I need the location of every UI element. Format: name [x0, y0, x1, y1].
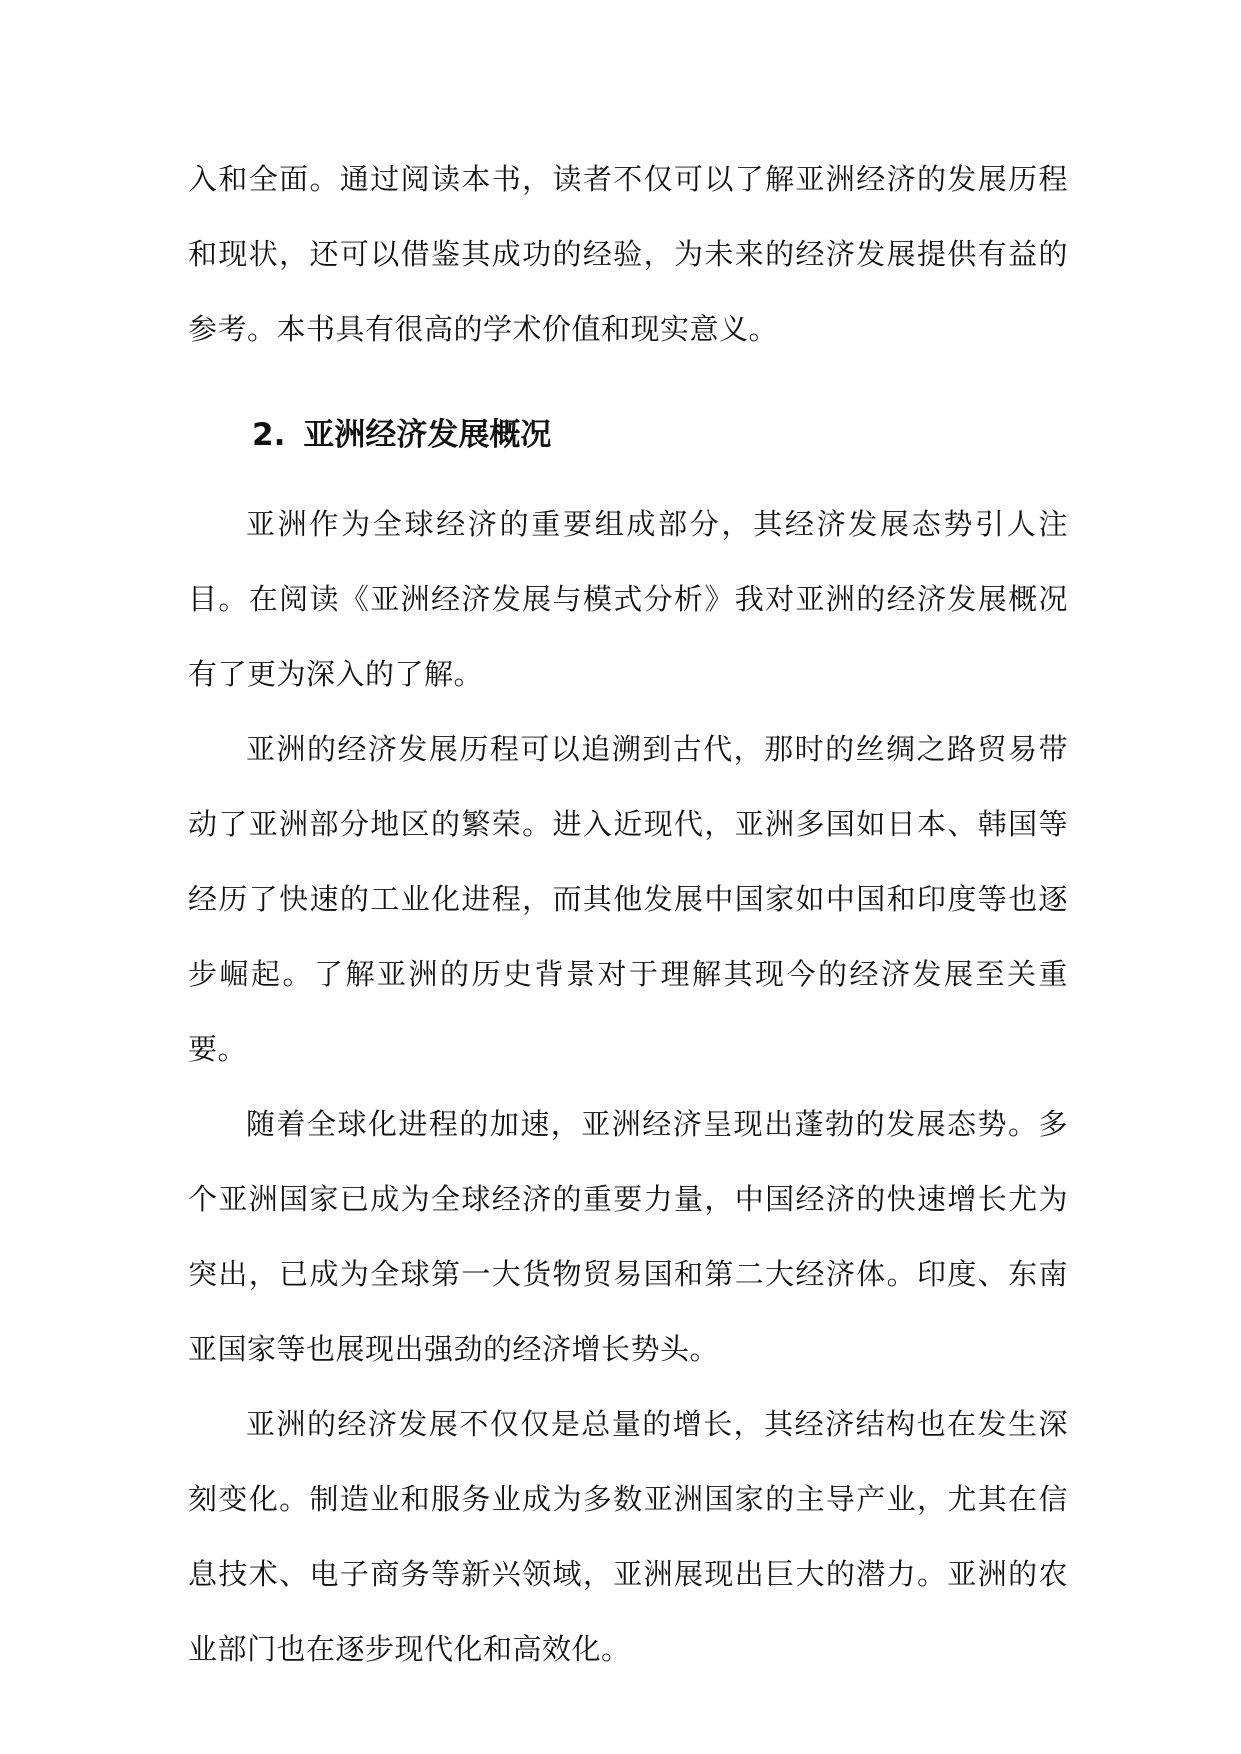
section-heading — [188, 393, 1068, 477]
paragraph-1: 亚洲作为全球经济的重要组成部分，其经济发展态势引人注目。在阅读《亚洲经济发展与模式分析》我对亚洲的经济发展概况有了更为深入的了解。 — [188, 507, 1068, 691]
paragraph-2: 亚洲的经济发展历程可以追溯到古代，那时的丝绸之路贸易带动了亚洲部分地区的繁荣。进入近现代，亚洲多国如日本、韩国等经历了快速的工业化进程，而其他发展中国家如中国和印度等也逐步崛起。了解亚洲的历史背景对于理解其现今的经济发展至关重要。 — [188, 732, 1068, 1066]
paragraph-3: 随着全球化进程的加速，亚洲经济呈现出蓬勃的发展态势。多个亚洲国家已成为全球经济的重要力量，中国经济的快速增长尤为突出，已成为全球第一大货物贸易国和第二大经济体。印度、东南亚国家等也展现出强劲的经济增长势头。 — [188, 1107, 1068, 1366]
section-title: 亚洲经济发展概况 — [303, 417, 552, 453]
section-number: 2. — [252, 417, 286, 453]
intro-paragraph: 入和全面。通过阅读本书，读者不仅可以了解亚洲经济的发展历程和现状，还可以借鉴其成功的经验，为未来的经济发展提供有益的参考。本书具有很高的学术价值和现实意义。 — [188, 162, 1068, 346]
document-body — [188, 142, 1068, 1687]
paragraph-4: 亚洲的经济发展不仅仅是总量的增长，其经济结构也在发生深刻变化。制造业和服务业成为多数亚洲国家的主导产业，尤其在信息技术、电子商务等新兴领域，亚洲展现出巨大的潜力。亚洲的农业部门也在逐步现代化和高效化。 — [188, 1407, 1068, 1666]
